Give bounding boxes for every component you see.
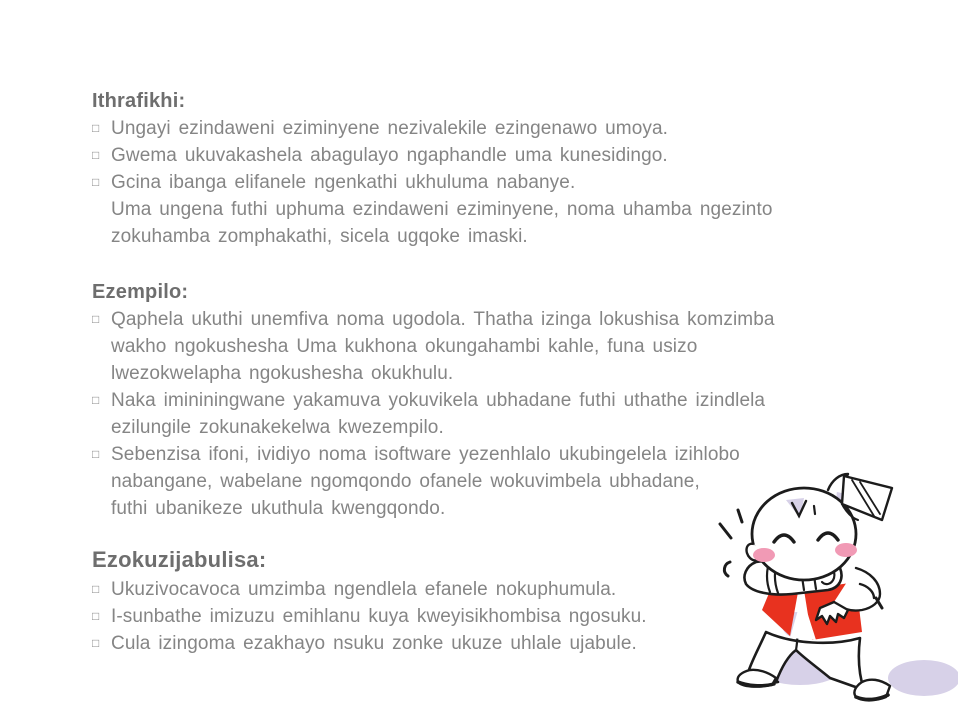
forehead-tick [814, 506, 815, 514]
list-item-text: Qaphela ukuthi unemfiva noma ugodola. Thatha izinga lokushisa komzimba [111, 309, 775, 330]
list-item-continuation [92, 333, 872, 360]
list-item-text: Naka imininingwane yakamuva yokuvikela ubhadane futhi uthathe izindlela [111, 390, 766, 411]
list-item-text: nabangane, wabelane ngomqondo ofanele wokuvimbela ubhadane, [111, 471, 700, 492]
section-heading: Ithrafikhi: [92, 90, 186, 112]
list-item-continuation [92, 196, 872, 223]
square-bullet-icon: □ [92, 121, 100, 135]
section-traffic [92, 88, 872, 250]
list-item [92, 115, 872, 142]
list-item [92, 306, 872, 333]
square-bullet-icon: □ [92, 447, 100, 461]
list-item-text: Cula izingoma ezakhayo nsuku zonke ukuze uhlale ujabule. [111, 633, 637, 654]
square-bullet-icon: □ [92, 148, 100, 162]
list-item-text: Gcina ibanga elifanele ngenkathi ukhuluma nabanye. [111, 172, 576, 193]
list-item-text: Sebenzisa ifoni, ividiyo noma isoftware yezenhlalo ukubingelela izihlobo [111, 444, 740, 465]
list-item-text: I-sunbathe imizuzu emihlanu kuya kweyisikhombisa ngosuku. [111, 606, 647, 627]
list-item-text: ezilungile zokunakekelwa kwezempilo. [111, 417, 444, 438]
square-bullet-icon: □ [92, 175, 100, 189]
list-item-text: lwezokwelapha ngokushesha okukhulu. [111, 363, 454, 384]
section-heading: Ezokuzijabulisa: [92, 547, 267, 572]
left-cheek [753, 548, 775, 562]
coughing-child-illustration [700, 458, 958, 720]
square-bullet-icon: □ [92, 582, 100, 596]
list-item-text: wakho ngokushesha Uma kukhona okungahambi kahle, funa usizo [111, 336, 698, 357]
section-heading: Ezempilo: [92, 281, 189, 303]
list-item-text: zokuhamba zomphakathi, sicela ugqoke imaski. [111, 226, 528, 247]
square-bullet-icon: □ [92, 393, 100, 407]
list-item-text: Ukuzivocavoca umzimba ngendlela efanele nokuphumula. [111, 579, 617, 600]
list-item-text: Gwema ukuvakashela abagulayo ngaphandle uma kunesidingo. [111, 145, 668, 166]
square-bullet-icon: □ [92, 312, 100, 326]
square-bullet-icon: □ [92, 636, 100, 650]
right-cheek [835, 543, 857, 557]
list-item-continuation [92, 414, 872, 441]
list-item [92, 169, 872, 196]
list-item-text: Uma ungena futhi uphuma ezindaweni eziminyene, noma uhamba ngezinto [111, 199, 773, 220]
list-item-text: Ungayi ezindaweni eziminyene nezivalekile ezingenawo umoya. [111, 118, 669, 139]
list-item-continuation [92, 360, 872, 387]
list-item [92, 387, 872, 414]
list-item-text: futhi ubanikeze ukuthula kwengqondo. [111, 498, 446, 519]
square-bullet-icon: □ [92, 609, 100, 623]
list-item [92, 142, 872, 169]
list-item-continuation [92, 223, 872, 250]
